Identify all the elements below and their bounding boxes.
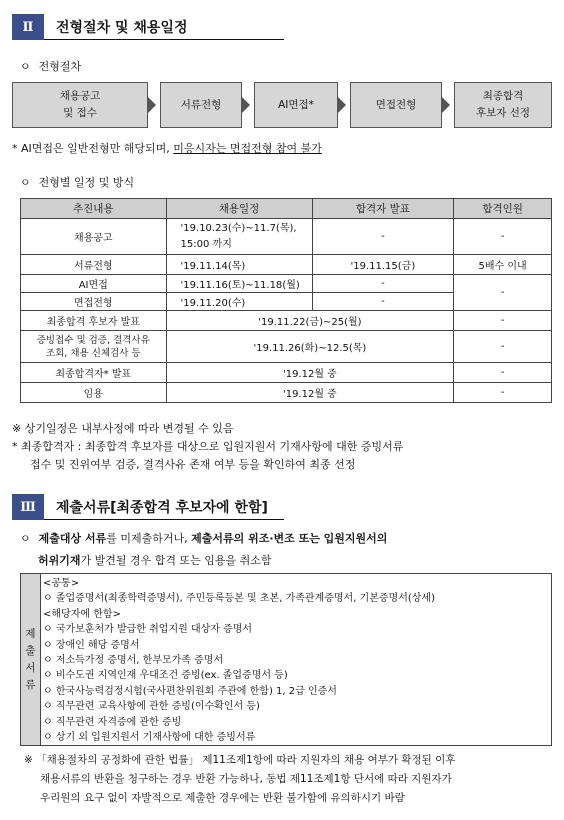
table-cell: '19.11.26(화)~12.5(목) (166, 331, 454, 363)
table-cell: '19.12월 중 (166, 383, 454, 403)
final-candidate-note-cont: 접수 및 진위여부 검증, 결격사유 존재 여부 등을 확인하여 최종 선정 (30, 458, 356, 471)
table-row (21, 574, 552, 746)
table-cell: 면접전형 (21, 293, 167, 311)
return-policy-line-1: ※ 「채용절차의 공정화에 관한 법률」 제11조제1항에 따라 지원자의 채용 여부가 확정된 이후 (24, 754, 456, 766)
table-cell: '19.12월 중 (166, 363, 454, 383)
table-cell: - (312, 219, 454, 255)
warning-text-1: 를 미제출하거나, (106, 532, 192, 545)
final-candidate-note: * 최종합격자 : 최종합격 후보자를 대상으로 입원지원서 기재사항에 대한 증빙서류 (12, 440, 404, 453)
table-row (21, 219, 552, 255)
warning-bold-2: 제출서류의 위조·변조 또는 입원지원서의 (191, 532, 388, 545)
table-cell: 증빙접수 및 검증, 결격사유 조회, 채용 신체검사 등 (21, 331, 167, 363)
table-row (21, 275, 552, 293)
warning-bold-3: 허위기재 (38, 554, 81, 567)
table-cell: - (454, 311, 552, 331)
ai-note-underlined: 미응시자는 면접전형 참여 불가 (173, 142, 322, 155)
circle-bullet-icon: ㅇ (20, 532, 31, 545)
section-3-number: Ⅲ (12, 494, 44, 520)
table-row (21, 311, 552, 331)
documents-list (41, 574, 552, 746)
process-flow (12, 82, 552, 128)
documents-side-label: 제 출 서 류 (21, 574, 41, 746)
list-item: ㅇ 한국사능력검정시험(국사편찬위원회 주관에 한함) 1, 2급 인증서 (43, 685, 337, 697)
table-cell: 서류전형 (21, 255, 167, 275)
section-2-title: 전형절차 및 채용일정 (44, 14, 284, 40)
section-3-title: 제출서류[최종합격 후보자에 한함] (44, 494, 284, 520)
table-cell: '19.11.22(금)~25(월) (166, 311, 454, 331)
table-cell: 최종합격 후보자 발표 (21, 311, 167, 331)
return-policy-line-3: 우리원의 요구 없이 자발적으로 제출한 경우에는 반환 불가함에 유의하시기 바람 (40, 792, 405, 804)
list-item: <해당자에 한함> (43, 608, 121, 620)
section-2-number: Ⅱ (12, 14, 44, 40)
table-cell: - (454, 275, 552, 311)
process-heading-text: 전형절차 (38, 60, 82, 73)
section-3-header (12, 494, 284, 520)
list-item: ㅇ 직무관련 교육사항에 관한 증빙(이수확인서 등) (43, 701, 260, 713)
table-row (21, 363, 552, 383)
table-cell: '19.11.15(금) (312, 255, 454, 275)
table-row (21, 255, 552, 275)
table-cell: 최종합격자* 발표 (21, 363, 167, 383)
section-2-header (12, 14, 284, 40)
table-cell: - (454, 219, 552, 255)
table-cell: - (454, 331, 552, 363)
schedule-table (20, 198, 552, 403)
circle-bullet-icon: ㅇ (20, 60, 31, 73)
list-item: ㅇ 직무관련 자격증에 관한 증빙 (43, 716, 182, 728)
return-policy-line-2: 채용서류의 반환을 청구하는 경우 반환 가능하나, 동법 제11조제1항 단서에 따라 지원자가 (40, 773, 452, 785)
process-step-5: 최종합격 후보자 선정 (454, 82, 552, 128)
table-header: 추진내용 (21, 199, 167, 219)
table-cell: - (312, 293, 454, 311)
schedule-heading-text: 전형별 일정 및 방식 (38, 176, 135, 189)
list-item: ㅇ 상기 외 입원지원서 기재사항에 대한 증빙서류 (43, 732, 256, 744)
table-cell: '19.11.20(수) (166, 293, 312, 311)
documents-table (20, 573, 552, 746)
table-cell: 채용공고 (21, 219, 167, 255)
table-cell: - (454, 363, 552, 383)
process-step-4: 면접전형 (350, 82, 442, 128)
table-cell: '19.10.23(수)~11.7(목), 15:00 까지 (166, 219, 312, 255)
ai-note-text: * AI면접은 일반전형만 해당되며, (12, 142, 174, 155)
warning-line-1 (20, 530, 387, 546)
table-row (21, 331, 552, 363)
table-cell: 임용 (21, 383, 167, 403)
list-item: ㅇ 졸업증명서(최종학력증명서), 주민등록등본 및 초본, 가족관계증명서, 기본증명서(상세) (43, 593, 435, 605)
schedule-heading (20, 174, 134, 190)
schedule-change-note: ※ 상기일정은 내부사정에 따라 변경될 수 있음 (12, 422, 234, 435)
list-item: ㅇ 국가보훈처가 발급한 취업지원 대상자 증명서 (43, 624, 253, 636)
table-header-row (21, 199, 552, 219)
table-cell: 5배수 이내 (454, 255, 552, 275)
table-cell: - (312, 275, 454, 293)
table-header: 합격자 발표 (312, 199, 454, 219)
circle-bullet-icon: ㅇ (20, 176, 31, 189)
process-step-2: 서류전형 (160, 82, 242, 128)
warning-text-2: 가 발견될 경우 합격 또는 임용을 취소함 (80, 554, 272, 567)
table-header: 채용일정 (166, 199, 312, 219)
list-item: ㅇ 저소득가정 증명서, 한부모가족 증명서 (43, 655, 224, 667)
process-step-1: 채용공고 및 접수 (12, 82, 148, 128)
list-item: <공통> (43, 578, 80, 589)
table-cell: '19.11.14(목) (166, 255, 312, 275)
list-item: ㅇ 비수도권 지역인재 우대조건 증빙(ex. 졸업증명서 등) (43, 670, 288, 682)
process-step-3: AI면접* (254, 82, 338, 128)
warning-bold-1: 제출대상 서류 (38, 532, 107, 545)
ai-interview-note (12, 140, 322, 156)
process-heading (20, 58, 81, 74)
table-row (21, 383, 552, 403)
table-cell: - (454, 383, 552, 403)
table-header: 합격인원 (454, 199, 552, 219)
table-cell: '19.11.16(토)~11.18(월) (166, 275, 312, 293)
table-cell: AI면접 (21, 275, 167, 293)
warning-line-2 (38, 552, 272, 568)
list-item: ㅇ 장애인 해당 증명서 (43, 639, 140, 651)
